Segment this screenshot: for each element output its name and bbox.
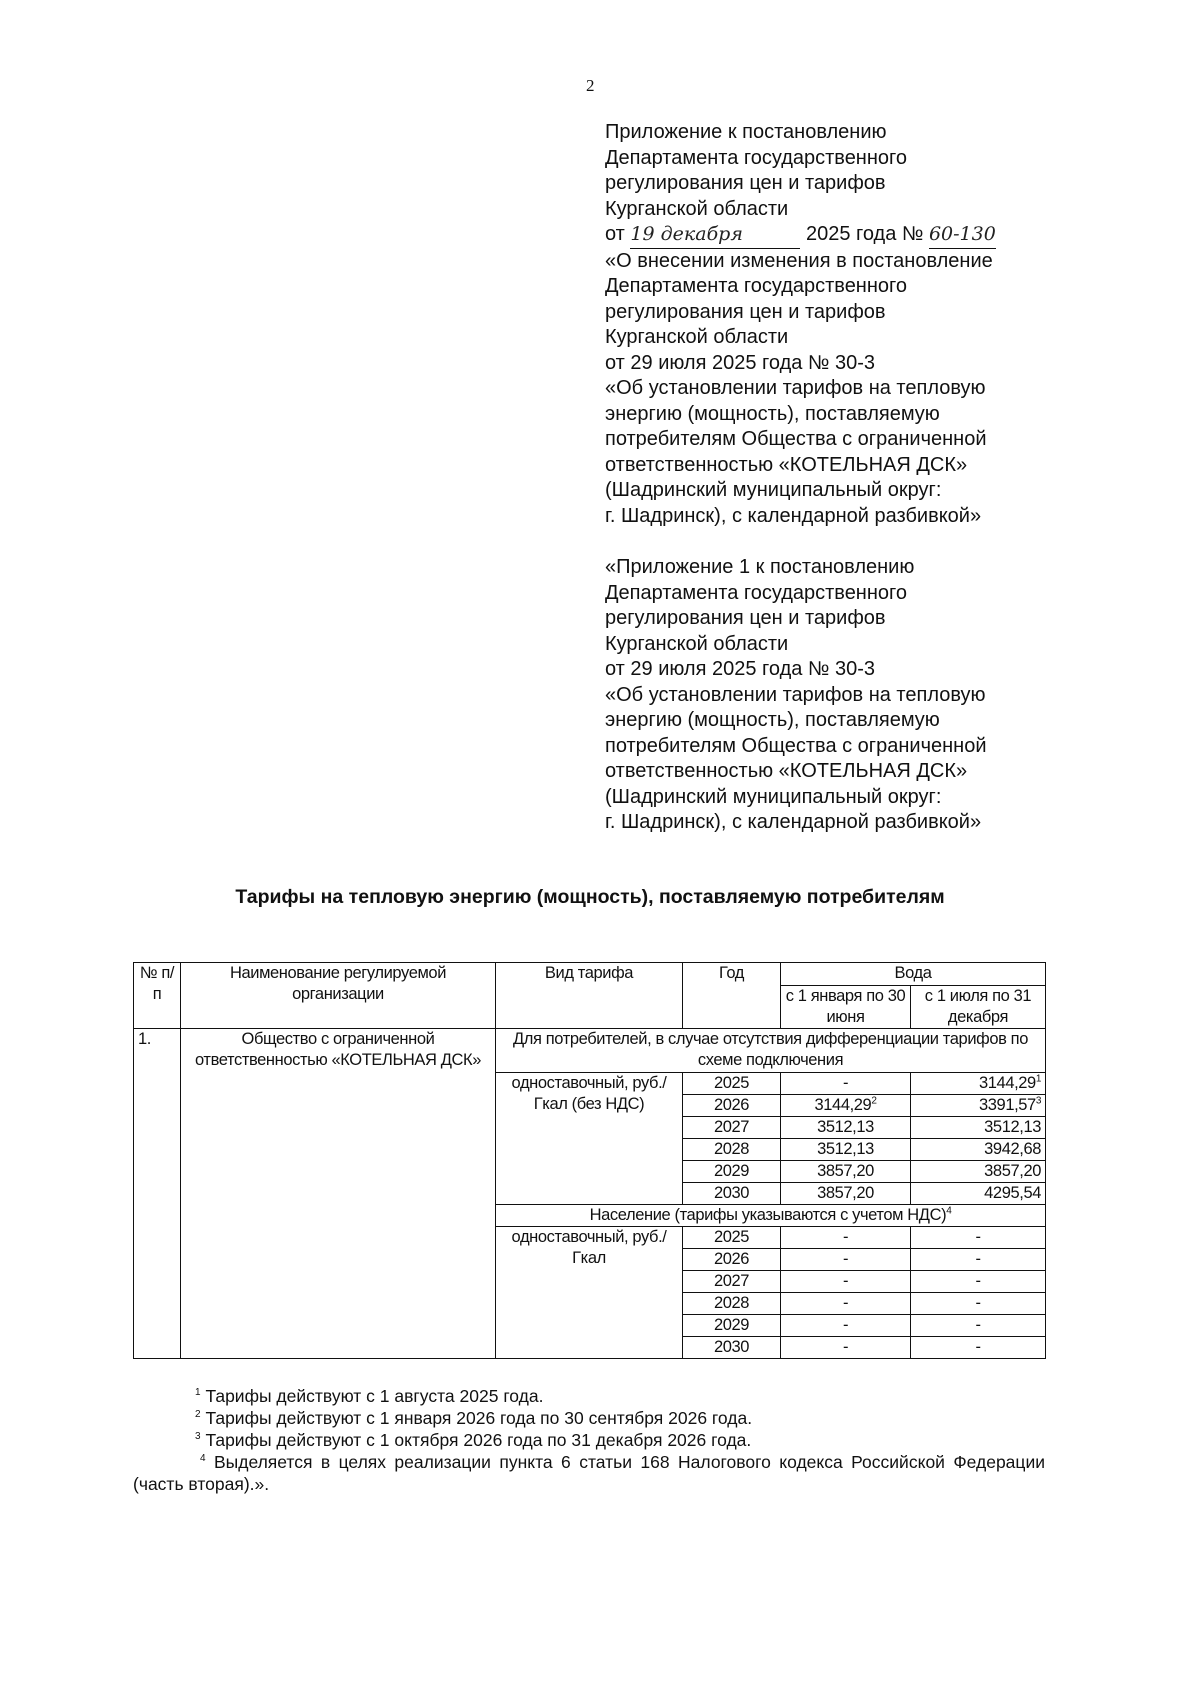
header-line: энергию (мощность), поставляемую [605,709,940,731]
table-cell: - [911,1337,1046,1359]
table-cell: 3512,13 [781,1139,911,1161]
table-cell: 2029 [683,1161,781,1183]
table-cell: - [781,1337,911,1359]
table-cell: - [781,1293,911,1315]
header-line: регулирования цен и тарифов [605,172,886,194]
table-cell: 2028 [683,1293,781,1315]
table-cell: - [911,1227,1046,1249]
header-line: «О внесении изменения в постановление [605,249,993,272]
table-cell: - [781,1271,911,1293]
header-line: Курганской области [605,326,789,348]
header-line: регулирования цен и тарифов [605,607,886,629]
header-line: Приложение к постановлению [605,121,887,143]
table-cell: - [911,1293,1046,1315]
header-type: Вид тарифа [496,963,683,1029]
footnote: $^1$ Тарифы действуют с 1 августа 2025 года. [195,1386,544,1406]
header-line: ответственностью «КОТЕЛЬНАЯ ДСК» [605,760,968,782]
header-line: регулирования цен и тарифов [605,300,886,323]
page-number: 2 [586,76,595,95]
table-cell: - [781,1073,911,1095]
header-line: от 29 июля 2025 года № 30-3 [605,351,875,374]
header-line: ответственностью «КОТЕЛЬНАЯ ДСК» [605,453,968,476]
header-line: энергию (мощность), поставляемую [605,402,940,425]
table-cell: - [911,1249,1046,1271]
table-cell: 2029 [683,1315,781,1337]
table-cell: - [911,1315,1046,1337]
org-name: Общество с ограниченной ответственностью «КОТЕЛЬНАЯ ДСК» [181,1029,496,1359]
table-cell: 3942,68 [911,1139,1046,1161]
header-block [605,120,996,529]
table-cell: 2025 [683,1073,781,1095]
date-line: от 19 декабря 2025 года № 60-130 [605,222,996,249]
footnote: $^4$ Выделяется в целях реализации пункта 6 статьи 168 Налогового кодекса Российской Федерации (часть вторая).». [133,1452,1045,1494]
tariff-type-2: одноставочный, руб./Гкал [496,1227,683,1359]
table-title: Тарифы на тепловую энергию (мощность), поставляемую потребителям [235,886,945,908]
header-line: (Шадринский муниципальный округ: [605,479,942,501]
header-org: Наименование регулируемой организации [181,963,496,1029]
header-period-1: с 1 января по 30 июня [781,986,911,1029]
table-cell: 3857,20 [911,1161,1046,1183]
header-line: от 29 июля 2025 года № 30-3 [605,658,875,680]
table-cell: 2026 [683,1095,781,1117]
header-line: Департамента государственного [605,581,908,604]
table-cell: 2026 [683,1249,781,1271]
header-line: Департамента государственного [605,146,908,169]
table-cell: 3144,29$^2$ [781,1095,911,1117]
table-cell: 2030 [683,1337,781,1359]
header-line: Департамента государственного [605,275,908,297]
header-line: (Шадринский муниципальный округ: [605,785,942,808]
table-cell: 2025 [683,1227,781,1249]
table-cell: 2027 [683,1117,781,1139]
header-line: потребителям Общества с ограниченной [605,734,987,757]
table-cell: 4295,54 [911,1183,1046,1205]
table-cell: 3512,13 [911,1117,1046,1139]
table-cell: - [781,1249,911,1271]
handwritten-date: 19 декабря [630,222,800,249]
appendix-block [605,555,987,836]
table-cell: 3144,29$^1$ [911,1073,1046,1095]
header-water: Вода [781,963,1046,986]
table-cell: - [911,1271,1046,1293]
handwritten-number: 60-130 [929,222,996,249]
header-num: № п/п [134,963,181,1029]
header-line: г. Шадринск), с календарной разбивкой» [605,811,982,833]
header-period-2: с 1 июля по 31 декабря [911,986,1046,1029]
section-2: Население (тарифы указываются с учетом НДС)$^4$ [496,1205,1046,1227]
row-num: 1. [134,1029,181,1359]
header-year: Год [683,963,781,1029]
table-cell: 3857,20 [781,1161,911,1183]
table-cell: 2028 [683,1139,781,1161]
table-cell: 3391,57$^3$ [911,1095,1046,1117]
header-line: г. Шадринск), с календарной разбивкой» [605,504,982,527]
table-cell: - [781,1315,911,1337]
footnote: $^2$ Тарифы действуют с 1 января 2026 года по 30 сентября 2026 года. [195,1408,753,1428]
tariff-table [133,962,1046,1359]
header-line: «Об установлении тарифов на тепловую [605,377,986,399]
header-line: Курганской области [605,632,789,655]
header-line: «Приложение 1 к постановлению [605,556,915,578]
header-line: потребителям Общества с ограниченной [605,428,987,450]
header-line: «Об установлении тарифов на тепловую [605,683,986,706]
header-line: Курганской области [605,197,789,220]
table-cell: - [781,1227,911,1249]
tariff-type-1: одноставочный, руб./Гкал (без НДС) [496,1073,683,1205]
table-cell: 2030 [683,1183,781,1205]
section-1: Для потребителей, в случае отсутствия дифференциации тарифов по схеме подключения [496,1029,1046,1073]
table-cell: 2027 [683,1271,781,1293]
table-cell: 3857,20 [781,1183,911,1205]
footnote: $^3$ Тарифы действуют с 1 октября 2026 года по 31 декабря 2026 года. [195,1430,752,1450]
table-cell: 3512,13 [781,1117,911,1139]
